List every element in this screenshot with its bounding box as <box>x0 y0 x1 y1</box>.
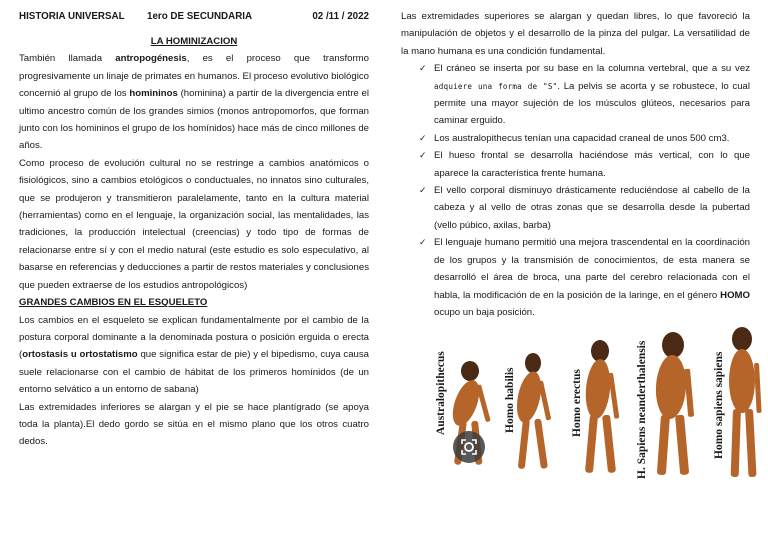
changes-list <box>401 60 750 321</box>
figure-homo-habilis <box>513 353 551 469</box>
subject-label: HISTORIA UNIVERSAL <box>19 11 125 22</box>
upper-limbs-paragraph: Las extremidades superiores se alargan y quedan libres, lo que favoreció la manipulación de objetos y el desarrollo de la pinza del pulgar. La versatilidad de la mano humana es una condición fundamental. <box>401 11 750 57</box>
date-label: 02 /11 / 2022 <box>312 11 369 22</box>
label-australopithecus: Australopithecus <box>435 351 447 435</box>
page-title: LA HOMINIZACION <box>150 36 238 47</box>
check-icon: ✓ <box>419 150 427 161</box>
evolution-figure <box>430 323 768 483</box>
intro-paragraph: También llamada antropogénesis, es el proceso que transformo progresivamente un linaje de primates en humanos. El proceso evolutivo biológico concernió al grupo de los homininos (hominina) a partir de la divergencia entre el ultimo ancestro común de los grandes simios (monos antropomorfos, que forman junto con los homininos el grupo de los homínidos) hace más de cinco millones de años. <box>19 53 369 152</box>
label-homo-habilis: Homo habilis <box>504 367 516 433</box>
check-icon: ✓ <box>419 237 427 248</box>
cultural-paragraph: Como proceso de evolución cultural no se restringe a cambios anatómicos o fisiológicos, sino a cambios etológicos o conductuales, no innatos sino culturales, que se produjeron y transmitieron paralelamente, tanto en la cultura material (herramientas) como en el lenguaje, la organización social, las mentalidades, las tradiciones, la producción intelectual (creencias) y todo tipo de formas de relacionarse entre sí y con el medio natural (este estudio es solo especulativo, al basarse en referencias y deducciones a partir de restos materiales y conclusiones que pueden extraerse de los estudios antropológicos) <box>19 157 369 291</box>
label-homo-erectus: Homo erectus <box>571 369 583 437</box>
document-header <box>19 8 369 26</box>
check-icon: ✓ <box>419 132 427 143</box>
list-item: ✓ El vello corporal disminuyo drásticamente reduciéndose al cabello de la cabeza y al vello de otras zonas que se desarrolla desde la pubertad (vello púbico, axilas, barba) <box>401 182 750 234</box>
figure-neanderthal <box>654 332 694 475</box>
figure-homo-sapiens <box>729 327 762 477</box>
skeleton-paragraph: Los cambios en el esqueleto se explican fundamentalmente por el cambio de la postura corporal dominante a la denominada postura o posición erguida o erecta (ortostasis u ortostatismo que significa estar de pie) y el bipedismo, cuya causa suele relacionarse con el cambio de hábitat de los primeros homínidos (de un entorno selvático a un entorno de sabana) <box>19 314 369 396</box>
check-icon: ✓ <box>419 63 427 74</box>
label-homo-sapiens: Homo sapiens sapiens <box>713 351 725 459</box>
lower-limbs-paragraph: Las extremidades inferiores se alargan y el pie se hace plantígrado (se apoya toda la planta).El dedo gordo se sitúa en el mismo plano que los otros cuatro dedos. <box>19 401 369 448</box>
list-item: ✓ El lenguaje humano permitió una mejora trascendental en la coordinación de los grupos y la transmisión de conocimientos, de esta manera se desarrolló el área de broca, una parte del cerebro relacionada con el habla, la modificación de en la posición de la laringe, en el género HOMO ocupo un baja posición. <box>401 234 750 321</box>
left-column <box>19 8 369 451</box>
list-item: ✓ El cráneo se inserta por su base en la columna vertebral, que a su vez adquiere una forma de "S". La pelvis se acorta y se robustece, lo cual permite una mayor sujeción de los músculos glúteos, necesarios para caminar erguido. <box>401 60 750 130</box>
list-item: ✓ El hueso frontal se desarrolla haciéndose más vertical, con lo que aparece la característica frente humana. <box>401 147 750 182</box>
figure-homo-erectus <box>583 340 619 473</box>
right-column <box>401 8 750 321</box>
section-heading: GRANDES CAMBIOS EN EL ESQUELETO <box>19 297 208 309</box>
lens-icon <box>460 438 478 456</box>
label-neanderthalensis: H. Sapiens neanderthalensis <box>636 340 648 479</box>
check-icon: ✓ <box>419 185 427 196</box>
image-search-button[interactable] <box>453 431 485 463</box>
grade-label: 1ero DE SECUNDARIA <box>147 11 253 22</box>
list-item: ✓ Los australopithecus tenían una capacidad craneal de unos 500 cm3. <box>401 130 750 147</box>
